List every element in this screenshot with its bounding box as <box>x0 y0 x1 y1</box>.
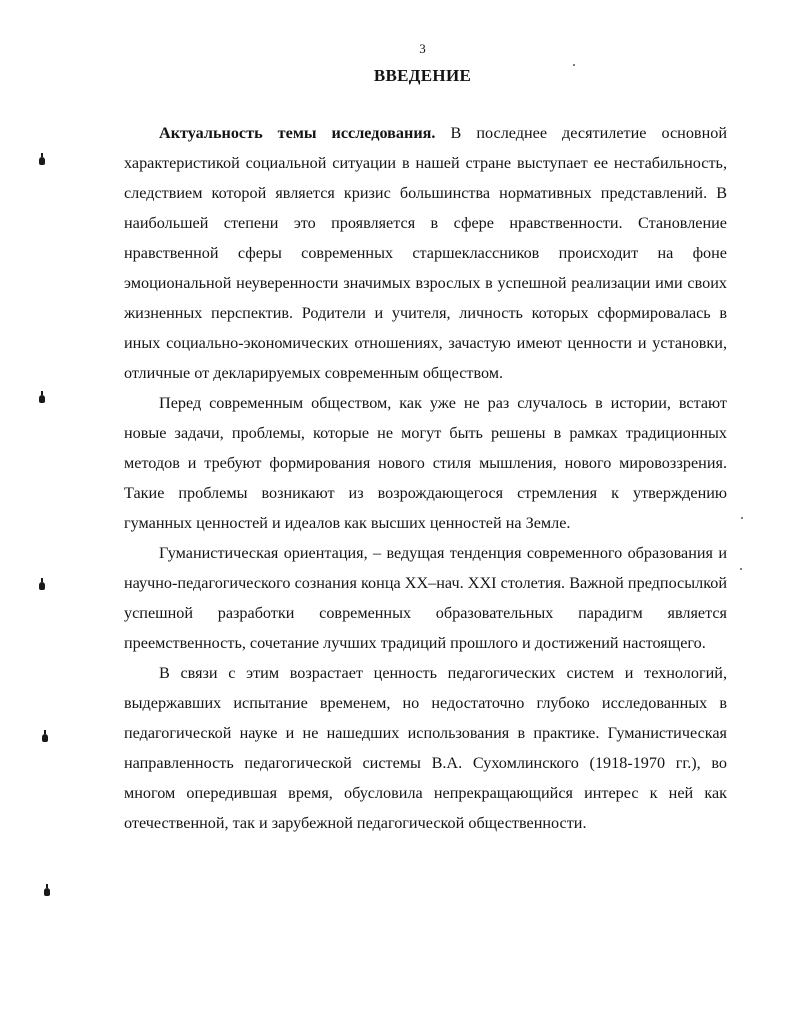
paragraph-text: В последнее десятилетие основной характеристикой социальной ситуации в нашей стране выступает ее нестабильность, следствием которой является кризис большинства нормативных представлений. В наибольшей степени это проявляется в сфере нравственности. Становление нравственной сферы современных старшеклассников происходит на фоне эмоциональной неуверенности значимых взрослых в успешной реализации ими своих жизненных перспектив. Родители и учителя, личность которых сформировалась в иных социально-экономических отношениях, зачастую имеют ценности и установки, отличные от декларируемых современным обществом. <box>124 124 727 382</box>
binder-hole-mark <box>39 157 45 165</box>
binder-hole-mark <box>42 734 48 742</box>
binder-hole-mark <box>44 888 50 896</box>
binder-hole-mark <box>39 582 45 590</box>
paragraph-sukhomlinsky: В связи с этим возрастает ценность педагогических систем и технологий, выдержавших испытание временем, но недостаточно глубоко исследованных в педагогической науке и не нашедших использования в практике. Гуманистическая направленность педагогической системы В.А. Сухомлинского (1918-1970 гг.), во многом опередившая время, обусловила непрекращающийся интерес к ней как отечественной, так и зарубежной педагогической общественности. <box>124 664 727 832</box>
binder-hole-mark <box>39 395 45 403</box>
scan-speck <box>740 568 742 570</box>
page-title: ВВЕДЕНИЕ <box>373 66 472 85</box>
scan-speck <box>573 64 575 66</box>
page-number: 3 <box>419 41 426 56</box>
paragraph-lead: Актуальность темы исследования. <box>159 124 436 142</box>
paragraph-humanistic-orientation: Гуманистическая ориентация, – ведущая тенденция современного образования и научно-педагогического сознания конца XX–нач. XXI столетия. Важной предпосылкой успешной разработки современных образовательных парадигм является преемственность, сочетание лучших традиций прошлого и достижений настоящего. <box>124 544 727 652</box>
paragraph-relevance <box>124 118 727 388</box>
paragraph-modern-society: Перед современным обществом, как уже не раз случалось в истории, встают новые задачи, проблемы, которые не могут быть решены в рамках традиционных методов и требуют формирования нового стиля мышления, нового мировоззрения. Такие проблемы возникают из возрождающегося стремления к утверждению гуманных ценностей и идеалов как высших ценностей на Земле. <box>124 394 727 532</box>
document-body <box>124 118 727 838</box>
scan-speck <box>741 517 743 519</box>
